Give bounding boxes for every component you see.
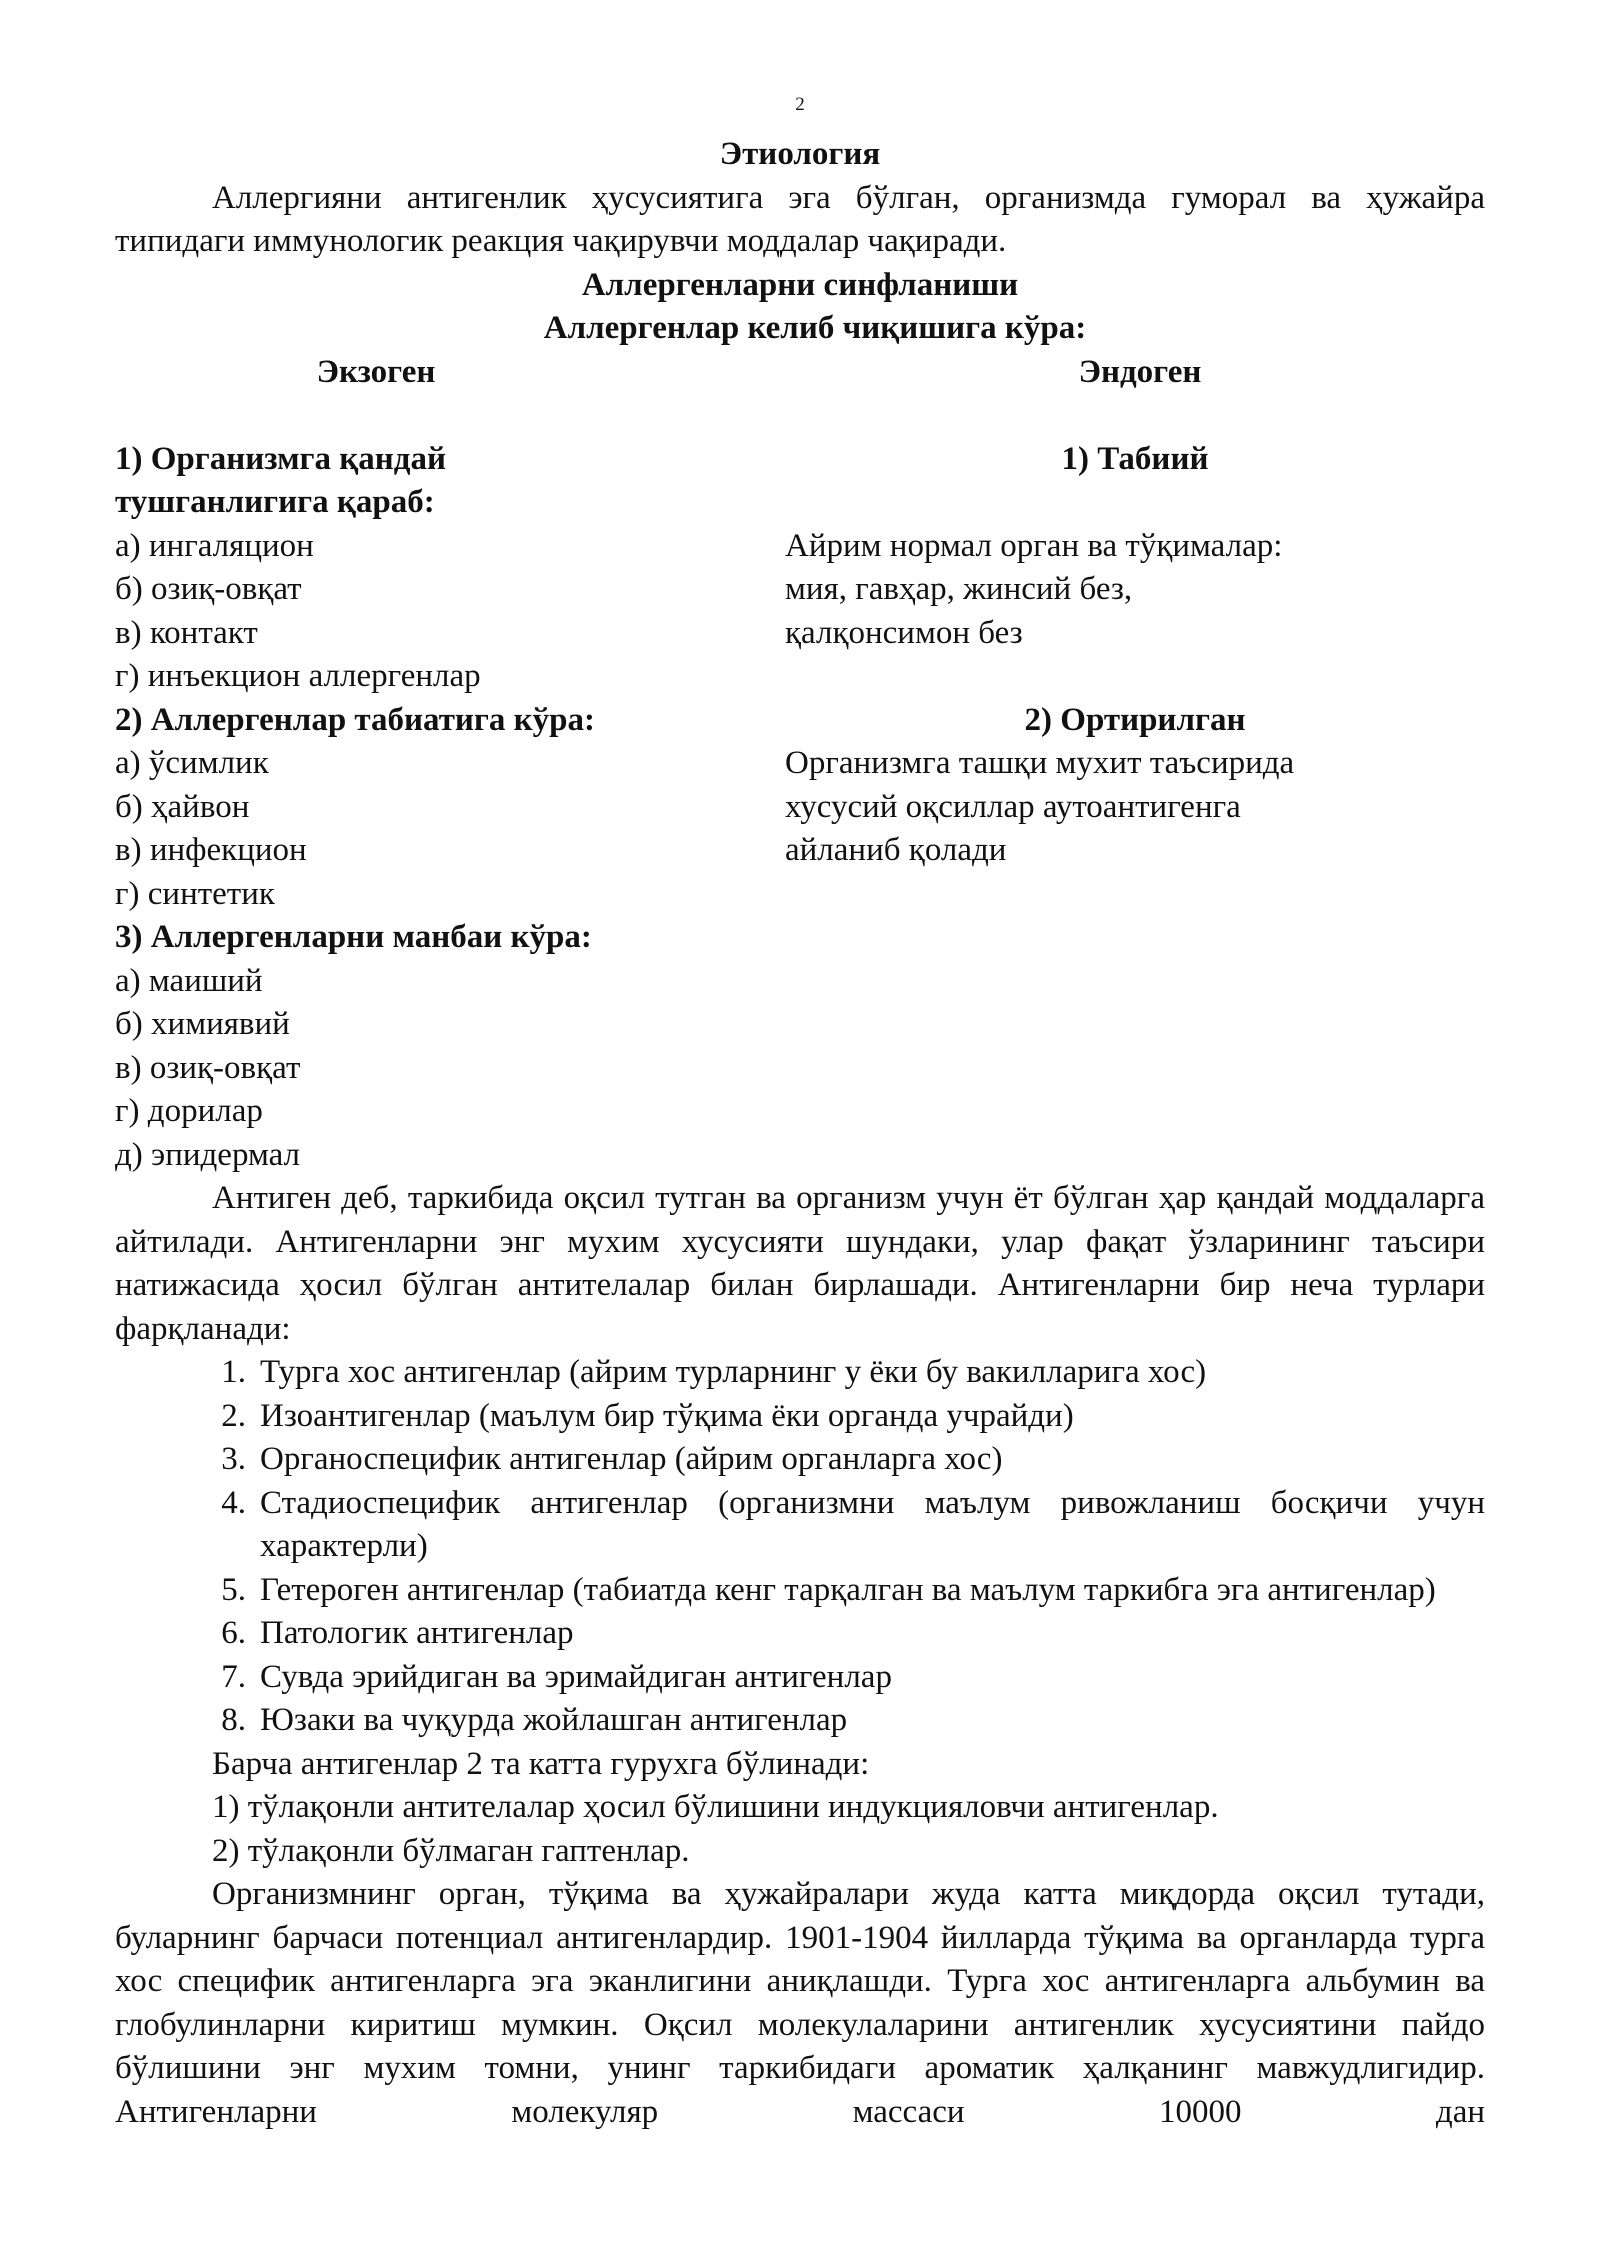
exogenous-header: Экзоген	[316, 353, 436, 390]
list-item: 8. Юзаки ва чуқурда жойлашган антигенлар	[221, 1702, 848, 1738]
list-item: а) ўсимлик	[115, 745, 269, 781]
exo-group1-title-b: тушганлигига қараб:	[115, 484, 435, 520]
list-item: в) контакт	[115, 614, 258, 651]
endogenous-header: Эндоген	[1078, 353, 1202, 390]
classification-title: Аллергенларни синфланиши	[581, 266, 1019, 303]
endo-acquired-line: айланиб қолади	[785, 832, 1007, 868]
final-paragraph: Организмнинг орган, тўқима ва ҳужайралари жуда катта миқдорда оқсил тутади, буларнинг барчаси потенциал антигенлардир. 1901-1904 йилларда тўқима ва органларда турга хос специфик антигенларга эга эканлигини аниқлашди. Турга хос антигенларга альбумин ва глобулинларни киритиш мумкин. Оқсил молекулаларини антигенлик хусусиятини пайдо бўлишини энг мухим томни, унинг таркибидаги ароматик ҳалқанинг мавжудлигидир. Антигенларни молекуляр массаси 10000 дан	[115, 1876, 1485, 2130]
list-item: б) ҳайвон	[115, 788, 250, 825]
group-line-1: 1) тўлақонли антителалар ҳосил бўлишини индукцияловчи антигенлар.	[212, 1789, 1219, 1825]
page-number: 2	[795, 94, 805, 115]
endo-natural-line: Айрим нормал орган ва тўқималар:	[785, 527, 1283, 564]
endo-natural-line: мия, гавҳар, жинсий без,	[785, 571, 1133, 607]
column-headers	[115, 351, 1485, 395]
endo-natural-title: 1) Табиий	[1061, 440, 1209, 477]
endo-natural-line: қалқонсимон без	[785, 614, 1023, 651]
list-item: 7. Сувда эрийдиган ва эримайдиган антигенлар	[221, 1658, 892, 1695]
list-item: 6. Патологик антигенлар	[221, 1615, 574, 1651]
list-item: б) озиқ-овқат	[115, 571, 302, 607]
heading: Этиология	[719, 136, 881, 172]
exo-group2-title: 2) Аллергенлар табиатига кўра:	[115, 701, 596, 738]
list-item: а) маиший	[115, 962, 263, 999]
list-item: 1. Турга хос антигенлар (айрим турларнинг у ёки бу вакилларига хос)	[221, 1354, 1207, 1390]
list-item: г) дорилар	[115, 1093, 263, 1129]
list-item: д) эпидермал	[115, 1136, 301, 1173]
groups-intro: Барча антигенлар 2 та катта гурухга бўлинади:	[212, 1745, 870, 1782]
list-item: 4. Стадиоспецифик антигенлар (организмни маълум ривожланиш босқичи учун характерли)	[221, 1484, 1485, 1564]
document-body	[115, 133, 1485, 2134]
list-item: 3. Органоспецифик антигенлар (айрим органларга хос)	[221, 1441, 1003, 1477]
antigen-paragraph: Антиген деб, таркибида оқсил тутган ва организм учун ёт бўлган ҳар қандай моддаларга айтилади. Антигенларни энг мухим хусусияти шундаки, улар фақат ўзларининг таъсири натижасида ҳосил бўлган антителалар билан бирлашади. Антигенларни бир неча турлари фарқланади:	[115, 1180, 1485, 1347]
exo-group1-title-a: 1) Организмга қандай	[115, 440, 447, 477]
list-item: в) инфекцион	[115, 832, 307, 868]
endo-acquired-title: 2) Ортирилган	[1024, 701, 1246, 738]
endo-acquired-line: хусусий оқсиллар аутоантигенга	[785, 788, 1241, 825]
list-item: в) озиқ-овқат	[115, 1049, 301, 1086]
list-item: г) инъекцион аллергенлар	[115, 658, 481, 694]
list-item: 2. Изоантигенлар (маълум бир тўқима ёки органда учрайди)	[221, 1397, 1074, 1434]
classification-subtitle: Аллергенлар келиб чиқишига кўра:	[543, 310, 1087, 346]
list-item: 5. Гетероген антигенлар (табиатда кенг тарқалган ва маълум таркибга эга антигенлар)	[221, 1571, 1436, 1608]
endo-acquired-line: Организмга ташқи мухит таъсирида	[785, 745, 1295, 781]
intro-paragraph: Аллергияни антигенлик ҳусусиятига эга бўлган, организмда гуморал ва ҳужайра типидаги иммунологик реакция чақирувчи моддалар чақиради.	[115, 179, 1485, 259]
exo-group3-title: 3) Аллергенларни манбаи кўра:	[115, 919, 592, 955]
group-line-2: 2) тўлақонли бўлмаган гаптенлар.	[212, 1832, 690, 1869]
endogenous-column	[785, 438, 1485, 1178]
antigen-types-list	[115, 1351, 1485, 1743]
list-item: б) химиявий	[115, 1006, 290, 1042]
classification-columns	[115, 438, 1485, 1178]
list-item: г) синтетик	[115, 875, 275, 912]
list-item: а) ингаляцион	[115, 527, 314, 564]
exogenous-column	[115, 438, 785, 1178]
